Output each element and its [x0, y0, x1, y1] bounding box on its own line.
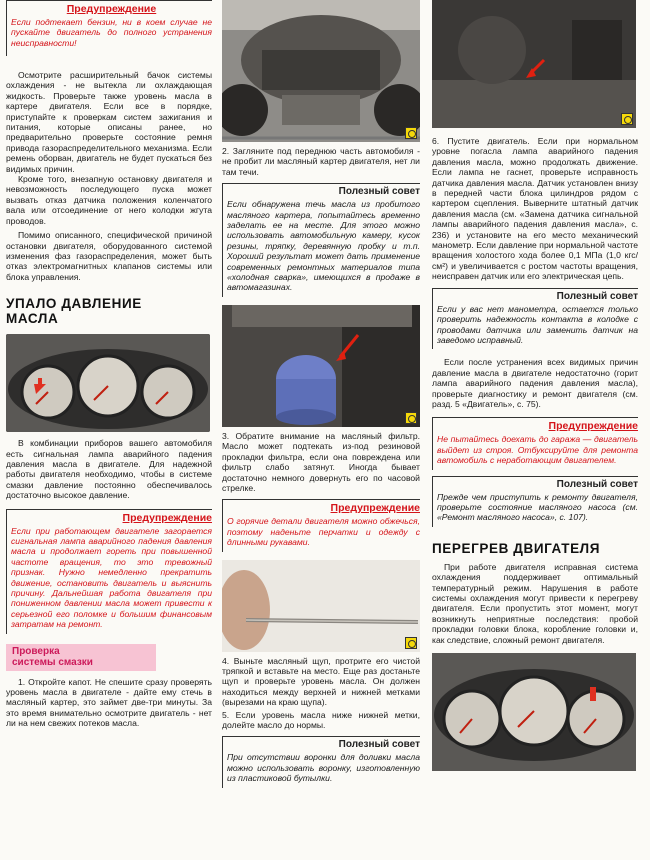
dipstick-photo [222, 560, 420, 652]
dashboard-photo [6, 334, 210, 432]
subsection-title [6, 644, 156, 671]
subsection-title-line: системы смазки [12, 657, 93, 669]
paragraph: Если после устранения всех видимых причин давление масла в двигателе недостаточно (горит лампа аварийного падения давления масла), проверьте диагностику и ремонт двигателя (см. разд. 5 «Двигатель», с. 75). [432, 357, 638, 409]
tip-box [432, 288, 638, 350]
underbody-photo [222, 0, 420, 142]
tip-text: Если у вас нет манометра, остается только проверить надежность контакта в колодке с проводами датчика или заменить датчик на заведомо исправный. [437, 303, 638, 345]
warning-box-oil [6, 509, 212, 634]
tip-title: Полезный совет [338, 739, 420, 751]
photo-caption: 6. Пустите двигатель. Если при нормальном уровне погасла лампа аварийного падения давления масла, можно продолжать движение. Если лампа не гаснет, проверьте исправность датчика давления масла. Датчик установлен внизу в передней части блока цилиндров рядом с картером сцепления. Выверните штатный датчик давления масла (см. «Замена датчика сигнальной лампы аварийного падения давления масла», с. 236) и установите на его место механический манометр. Если давление при нормальной частоте вращения холостого хода более 0,1 МПа (1,0 кгс/см²) и увеличивается с ростом частоты вращения, неисправен датчик или его электрическая цепь. [432, 136, 638, 282]
paragraph: 1. Откройте капот. Не спешите сразу проверять уровень масла в двигателе - дайте ему стечь в масляный картер, это займет две-три минуты. За это время внимательно осмотрите двигатель - нет ли на нем свежих потеков масла. [6, 676, 212, 729]
logo-icon [405, 412, 417, 424]
tip-text: Прежде чем приступить к ремонту двигателя, проверьте состояние масляного насоса (см. «Ремонт масляного насоса», с. 107). [437, 491, 638, 523]
left-column [6, 0, 212, 729]
dashboard-illustration [6, 334, 210, 432]
warning-title: Предупреждение [330, 502, 420, 515]
tip-text: Если обнаружена течь масла из пробитого масляного картера, попытайтесь временно заделать ее на месте. Для этого можно использовать автомобильную камеру, кусок резины, тряпку, деревянную пробку и т.п. Хороший результат может дать применение современных ремонтных материалов типа «холодная сварка», имеющихся в продаже в автомагазинах. [227, 199, 420, 293]
paragraph: Помимо описанного, специфической причиной остановки двигателя, оборудованного системой изменения фаз газораспределения, может быть отказ электромагнитных клапанов системы или блока управления. [6, 230, 212, 282]
dipstick-illustration [222, 560, 420, 652]
tip-title: Полезный совет [556, 290, 638, 302]
warning-box-hot [222, 499, 420, 551]
section-title: УПАЛО ДАВЛЕНИЕ МАСЛА [6, 296, 142, 327]
logo-icon [405, 127, 417, 139]
subsection-title-line: Проверка [12, 645, 60, 657]
paragraph: Кроме того, внезапную остановку двигателя и невозможность последующего пуска может вызвать отказ датчика положения коленчатого вала или отсоединение от него колодки жгута проводов. [6, 174, 212, 226]
photo-caption: 5. Если уровень масла ниже нижней метки, долейте масло до нормы. [222, 709, 420, 730]
warning-text: Если при работающем двигателе загорается сигнальная лампа аварийного падения давления масла и продолжает гореть при повышенной частоте вращения, то это тревожный признак. Нужно немедленно прекратить движение, остановить двигатель и выяснить причину. Дальнейшая работа двигателя при пониженном давлении масла может привести к серьезной его поломке и большим финансовым затратам на ремонт. [11, 525, 212, 630]
paragraph: При работе двигателя исправная система охлаждения поддерживает оптимальный температурный режим. Нарушения в работе системы охлаждения могут привести к перегреву двигателя. Если пропустить этот момент, могут возникнуть неприятные последствия: пробой прокладки головки блока, коробление головки и, как следствие, сложный ремонт двигателя. [432, 561, 638, 645]
warning-box-tow [432, 417, 638, 469]
photo-caption: 2. Загляните под переднюю часть автомобиля - не пробит ли масляный картер двигателя, нет ли там течи. [222, 146, 420, 177]
section-title: ПЕРЕГРЕВ ДВИГАТЕЛЯ [432, 540, 601, 556]
middle-column [222, 0, 420, 788]
warning-title: Предупреждение [66, 3, 157, 15]
warning-text: О горячие детали двигателя можно обжечься, поэтому наденьте перчатки и одежду с длинными рукавами. [227, 516, 420, 548]
tip-box [222, 183, 420, 297]
dashboard-overheat-illustration [432, 653, 636, 771]
tip-text: При отсутствии воронки для доливки масла можно использовать воронку, изготовленную из пластиковой бутылки. [227, 752, 420, 784]
right-column [432, 0, 638, 771]
warning-text: Не пытайтесь доехать до гаража — двигатель выйдет из строя. Отбуксируйте для ремонта автомобиль с неработающим двигателем. [437, 434, 638, 466]
tip-title: Полезный совет [338, 186, 420, 198]
photo-caption: 4. Выньте масляный щуп, протрите его чистой тряпкой и вставьте на место. Еще раз достаньте щуп и проверьте уровень масла. Он должен находиться между верхней и нижней метками (вырезами на краю щупа). [222, 655, 420, 708]
oil-filter-photo [222, 305, 420, 427]
oil-filter-illustration [222, 305, 420, 427]
tip-box [222, 736, 420, 787]
sensor-illustration [432, 0, 636, 128]
photo-caption: 3. Обратите внимание на масляный фильтр. Масло может подтекать из-под резиновой прокладки фильтра, если она повреждена или фильтр слабо затянут. Иногда бывает достаточно немного довернуть его по часовой стрелке. [222, 430, 420, 493]
paragraph: Осмотрите расширительный бачок системы охлаждения - не вытекла ли охлаждающая жидкость. Проверьте также уровень масла в картере двигателя. Если все в порядке, приступайте к проверкам систем зажигания и питания, которые описаны ранее, но предварительно проверьте состояние ремня привода газораспределительного механизма. Если ремень оборван, двигатель не будет пускаться без видимых причин. [6, 70, 212, 174]
logo-icon [621, 113, 633, 125]
warning-box-fuel [6, 0, 212, 56]
paragraph: В комбинации приборов вашего автомобиля есть сигнальная лампа аварийного падения давления масла в двигателе. Для надежной работы двигателя необходимо, чтобы в системе смазки давление постоянно обеспечивалось достаточно высокое давление. [6, 438, 212, 501]
sensor-photo [432, 0, 636, 128]
tip-box [432, 476, 638, 527]
dashboard-overheat-photo [432, 653, 636, 771]
warning-title: Предупреждение [548, 420, 638, 433]
logo-icon [405, 637, 417, 649]
tip-title: Полезный совет [556, 478, 638, 490]
warning-text: Если подтекает бензин, ни в коем случае не пускайте двигатель до полного устранения неисправности! [11, 17, 212, 48]
underbody-illustration [222, 0, 420, 142]
warning-title: Предупреждение [122, 511, 212, 524]
